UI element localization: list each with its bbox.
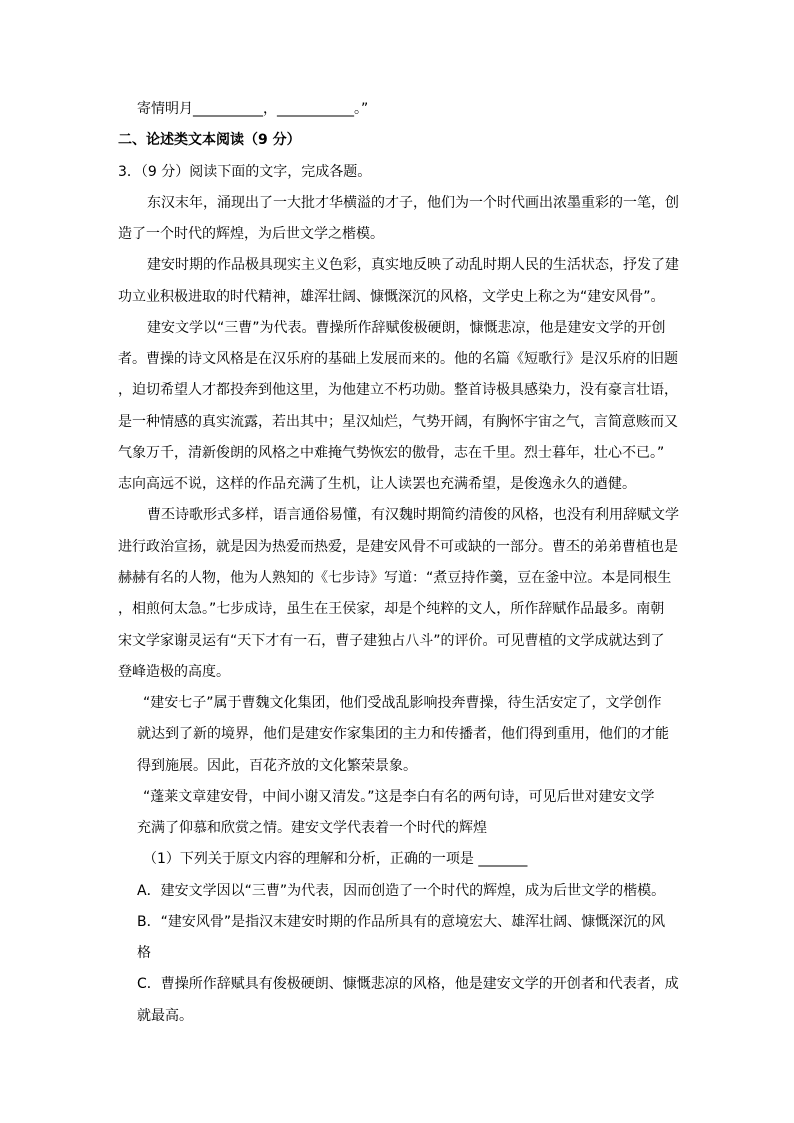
paragraph-line: 曹丕诗歌形式多样，语言通俗易懂，有汉魏时期简约清俊的风格，也没有利用辞赋文学 xyxy=(147,507,679,524)
paragraph-line: 宋文学家谢灵运有“天下才有一石，曹子建独占八斗”的评价。可见曹植的文学成就达到了 xyxy=(118,632,665,649)
sub-question-stem: （1）下列关于原文内容的理解和分析，正确的一项是 _______ xyxy=(143,851,528,868)
paragraph-line: ，迫切希望人才都投奔到他这里，为他建立不朽功勋。整首诗极具感染力，没有豪言壮语， xyxy=(118,382,678,399)
paragraph-line: 志向高远不说，这样的作品充满了生机，让人读罢也充满希望，是俊逸永久的遒健。 xyxy=(118,476,636,493)
passage xyxy=(0,188,794,845)
option-a xyxy=(0,876,794,907)
paragraph-line: 者。曹操的诗文风格是在汉乐府的基础上发展而来的。他的名篇《短歌行》是汉乐府的旧题 xyxy=(118,351,678,368)
passage-paragraph-4 xyxy=(0,500,794,688)
option-line: B．“建安风骨”是指汉末建安时期的作品所具有的意境宏大、雄浑壮阔、慷慨深沉的风 xyxy=(137,913,666,930)
question-3-intro: 3．（9 分）阅读下面的文字，完成各题。 xyxy=(118,163,372,180)
paragraph-line: 造了一个时代的辉煌，为后世文学之楷模。 xyxy=(118,226,384,243)
section-heading: 二、论述类文本阅读（9 分） xyxy=(118,132,301,149)
paragraph-line: 气象万千，清新俊朗的风格之中难掩气势恢宏的傲骨，志在千里。烈士暮年，壮心不已。” xyxy=(118,444,665,461)
option-c xyxy=(0,969,794,1032)
paragraph-line: 是一种情感的真实流露，若出其中；星汉灿烂，气势开阔，有胸怀宇宙之气，言简意赅而又 xyxy=(118,413,678,430)
passage-paragraph-6 xyxy=(0,782,794,845)
page-content xyxy=(0,94,794,1032)
passage-paragraph-5 xyxy=(0,688,794,782)
option-line: 格 xyxy=(137,945,151,962)
option-line: C．曹操所作辞赋具有俊极硬朗、慷慨悲凉的风格，他是建安文学的开创者和代表者，成 xyxy=(137,976,679,993)
paragraph-line: 建安时期的作品极具现实主义色彩，真实地反映了动乱时期人民的生活状态，抒发了建 xyxy=(147,257,679,274)
sub-question-1 xyxy=(0,844,794,1032)
passage-paragraph-2 xyxy=(0,250,794,313)
paragraph-line: ，相煎何太急。”七步成诗，虽生在王侯家，却是个纯粹的文人，所作辞赋作品最多。南朝 xyxy=(118,601,665,618)
paragraph-line: “建安七子”属于曹魏文化集团，他们受战乱影响投奔曹操，待生活安定了，文学创作 xyxy=(143,695,662,712)
paragraph-line: 功立业积极进取的时代精神，雄浑壮阔、慷慨深沉的风格，文学史上称之为“建安风骨”。 xyxy=(118,288,665,305)
paragraph-line: 充满了仰慕和欣赏之情。建安文学代表着一个时代的辉煌 xyxy=(137,820,487,837)
paragraph-line: “蓬莱文章建安骨，中间小谢又清发。”这是李白有名的两句诗，可见后世对建安文学 xyxy=(143,788,655,805)
option-line: 就最高。 xyxy=(137,1007,193,1024)
paragraph-line: 进行政治宣扬，就是因为热爱而热爱，是建安风骨不可或缺的一部分。曹丕的弟弟曹植也是 xyxy=(118,538,678,555)
previous-question-fill-in-line: 寄情明月__________，___________。” xyxy=(137,101,369,117)
option-b xyxy=(0,907,794,970)
paragraph-line: 就达到了新的境界，他们是建安作家集团的主力和传播者，他们得到重用，他们的才能 xyxy=(137,726,669,743)
passage-paragraph-3 xyxy=(0,313,794,501)
paragraph-line: 得到施展。因此，百花齐放的文化繁荣景象。 xyxy=(137,757,417,774)
paragraph-line: 赫赫有名的人物，他为人熟知的《七步诗》写道：“煮豆持作羹，豆在釜中泣。本是同根生 xyxy=(118,569,672,586)
option-line: A．建安文学因以“三曹”为代表，因而创造了一个时代的辉煌，成为后世文学的楷模。 xyxy=(137,882,666,899)
paragraph-line: 登峰造极的高度。 xyxy=(118,663,230,680)
passage-paragraph-1 xyxy=(0,188,794,251)
paragraph-line: 建安文学以“三曹”为代表。曹操所作辞赋俊极硬朗，慷慨悲凉，他是建安文学的开创 xyxy=(147,319,666,336)
paragraph-line: 东汉末年，涌现出了一大批才华横溢的才子，他们为一个时代画出浓墨重彩的一笔，创 xyxy=(147,194,679,211)
